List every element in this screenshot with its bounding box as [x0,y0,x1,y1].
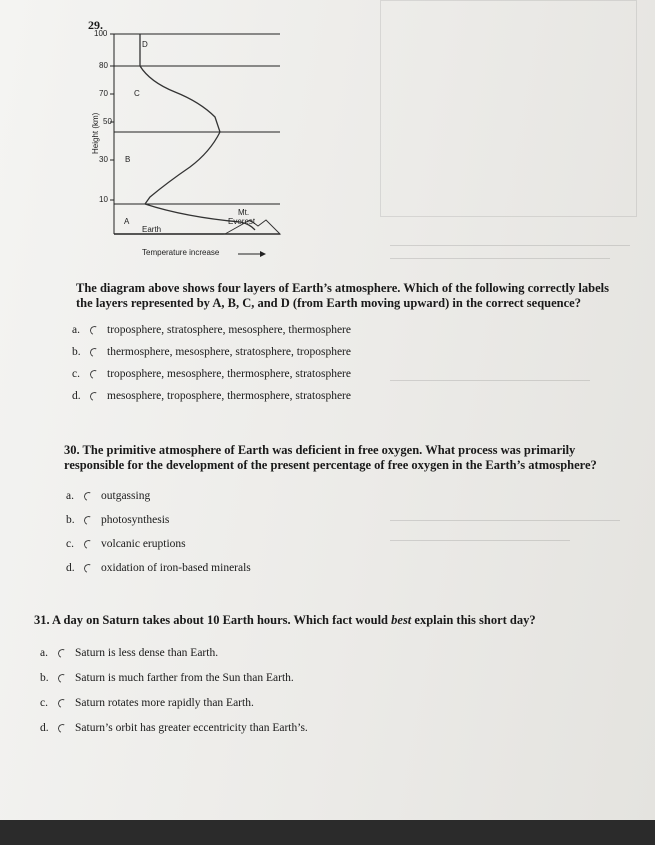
atmosphere-diagram-svg [90,22,300,262]
q30-option-c[interactable]: c. volcanic eruptions [66,538,186,550]
q29-option-c[interactable]: c. troposphere, mesosphere, thermosphere, stratosphere [72,368,351,380]
layer-label-a: A [124,217,130,226]
y-tick-70: 70 [99,89,108,98]
radio-button[interactable] [83,490,95,502]
question-29-number: 29. [88,18,103,32]
radio-button[interactable] [89,324,101,336]
y-tick-80: 80 [99,61,108,70]
q29-option-b[interactable]: b. thermosphere, mesosphere, stratosphere, troposphere [72,346,351,358]
layer-label-d: D [142,40,148,49]
q31-option-d[interactable]: d. Saturn’s orbit has greater eccentricity than Earth’s. [40,722,308,734]
q30-option-a[interactable]: a. outgassing [66,490,151,502]
atmosphere-diagram [90,22,300,262]
radio-button[interactable] [57,647,69,659]
q29-option-a[interactable]: a. troposphere, stratosphere, mesosphere, thermosphere [72,324,351,336]
radio-button[interactable] [89,346,101,358]
earth-label: Earth [142,225,162,234]
y-axis-label: Height (km) [91,112,100,154]
layer-label-b: B [125,155,131,164]
question-31-text: 31. A day on Saturn takes about 10 Earth hours. Which fact would best explain this short day? [34,613,536,627]
q31-option-a[interactable]: a. Saturn is less dense than Earth. [40,647,219,659]
radio-button[interactable] [57,722,69,734]
radio-button[interactable] [83,562,95,574]
q30-option-b[interactable]: b. photosynthesis [66,514,170,526]
x-axis-label: Temperature increase [142,248,220,257]
everest-label-2: Everest [228,217,256,226]
radio-button[interactable] [89,368,101,380]
radio-button[interactable] [83,538,95,550]
q29-option-d[interactable]: d. mesosphere, troposphere, thermosphere, stratosphere [72,390,351,402]
radio-button[interactable] [57,697,69,709]
emphasis-best: best [391,613,412,627]
q31-option-b[interactable]: b. Saturn is much farther from the Sun than Earth. [40,672,294,684]
y-tick-10: 10 [99,195,108,204]
bleed-through-shadow [380,0,655,820]
layer-label-c: C [134,89,140,98]
y-tick-30: 30 [99,155,108,164]
q31-option-c[interactable]: c. Saturn rotates more rapidly than Earth. [40,697,254,709]
y-tick-100: 100 [94,29,108,38]
question-29-text: The diagram above shows four layers of Earth’s atmosphere. Which of the following correctly labels the layers represented by A, B, C, and D (from Earth moving upward) in the correct sequence? [76,281,609,310]
everest-label-1: Mt. [238,208,250,217]
y-tick-50: 50 [103,117,112,126]
radio-button[interactable] [57,672,69,684]
question-30-text: 30. The primitive atmosphere of Earth was deficient in free oxygen. What process was primarily responsible for the development of the present percentage of free oxygen in the Earth’s atmosphere? [64,443,597,472]
radio-button[interactable] [83,514,95,526]
q30-option-d[interactable]: d. oxidation of iron-based minerals [66,562,251,574]
radio-button[interactable] [89,390,101,402]
